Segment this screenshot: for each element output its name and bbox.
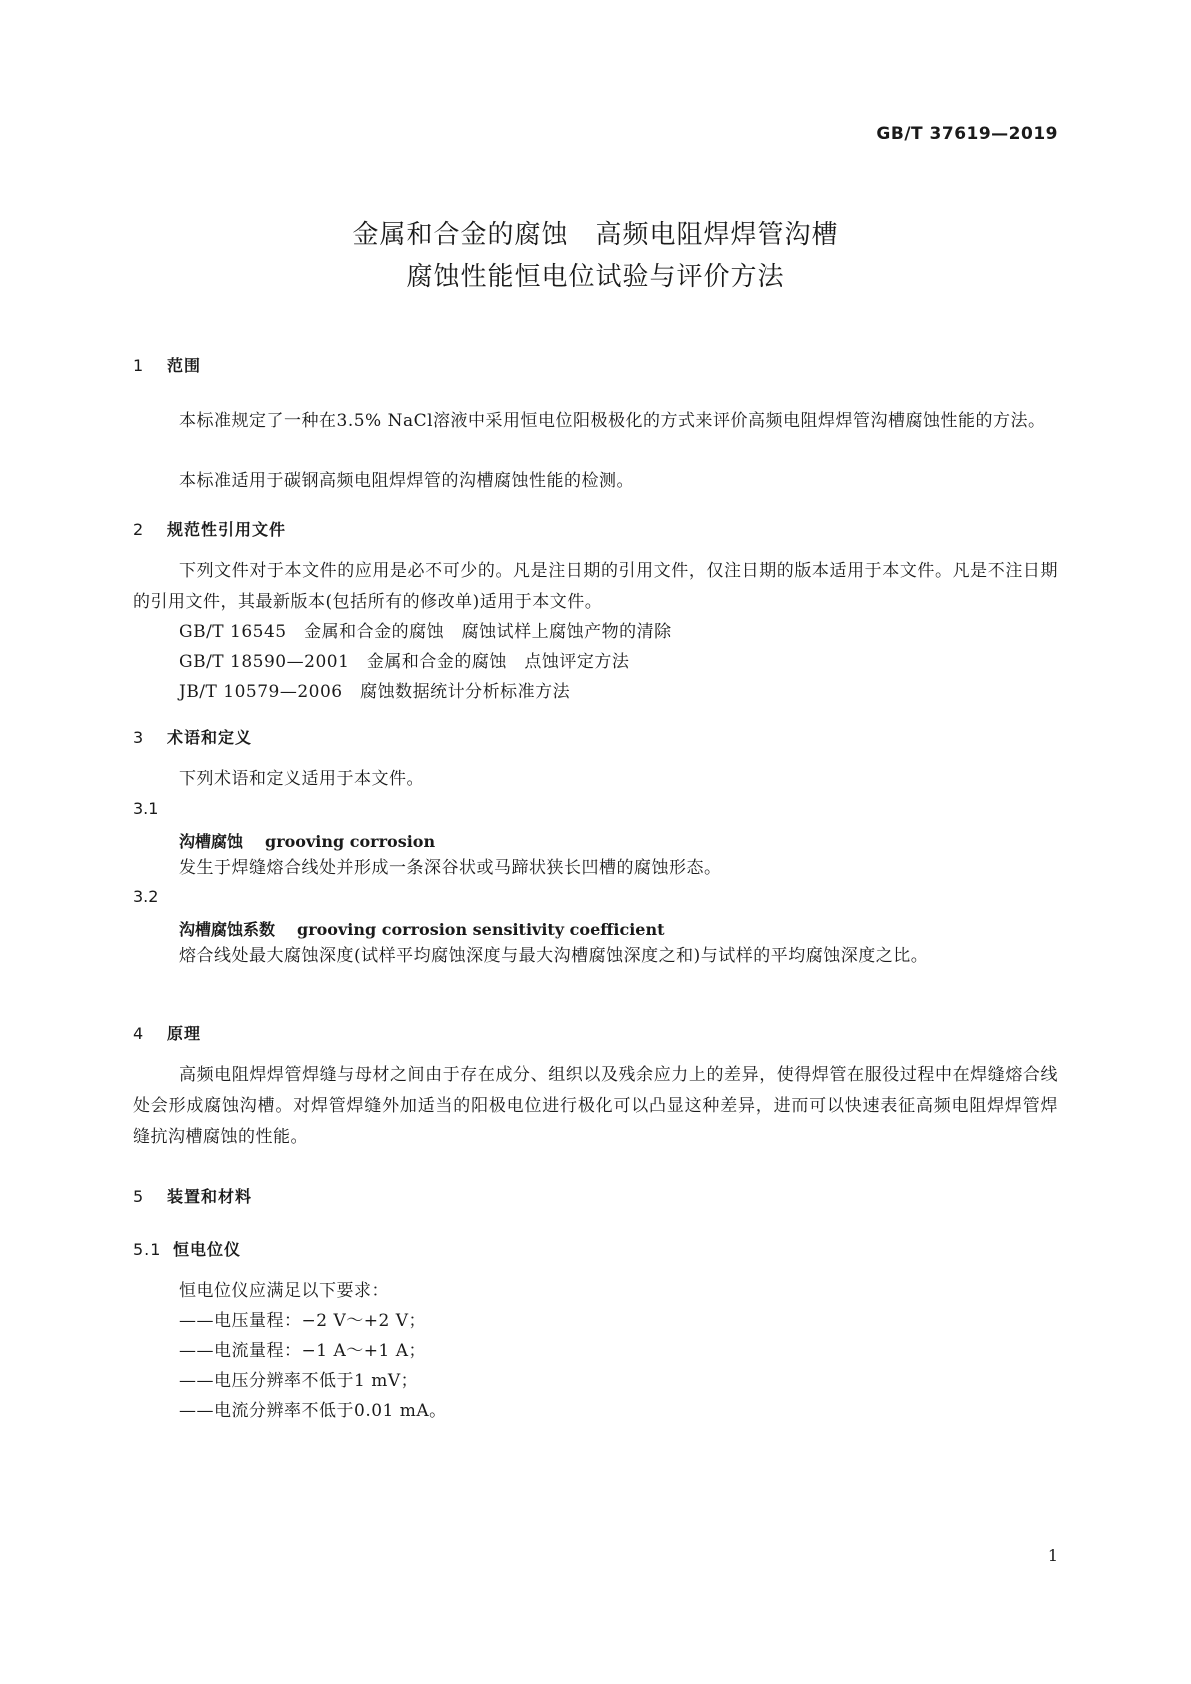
section-title: 恒电位仪 (173, 1240, 242, 1259)
section-1-heading (133, 353, 201, 376)
section-title: 原理 (167, 1024, 202, 1043)
section-5-heading (133, 1184, 252, 1207)
normative-reference-2: GB/T 18590—2001 金属和合金的腐蚀 点蚀评定方法 (179, 652, 630, 672)
term-title (179, 829, 435, 852)
requirement-item: ——电流分辨率不低于0.01 mA。 (179, 1401, 447, 1421)
term-title-en: grooving corrosion (265, 832, 436, 851)
section-number: 4 (133, 1024, 145, 1043)
section-title: 术语和定义 (167, 728, 253, 747)
section-2-paragraph-1: 下列文件对于本文件的应用是必不可少的。凡是注日期的引用文件，仅注日期的版本适用于本文件。凡是不注日期的引用文件，其最新版本(包括所有的修改单)适用于本文件。 (133, 561, 1058, 612)
standard-number: GB/T 37619—2019 (876, 124, 1058, 144)
term-title-zh: 沟槽腐蚀系数 (179, 920, 276, 939)
normative-reference-3: JB/T 10579—2006 腐蚀数据统计分析标准方法 (179, 682, 571, 702)
term-title-zh: 沟槽腐蚀 (179, 832, 244, 851)
section-1-paragraph-2: 本标准适用于碳钢高频电阻焊焊管的沟槽腐蚀性能的检测。 (179, 471, 634, 491)
requirement-item: ——电压分辨率不低于1 mV； (179, 1371, 419, 1391)
term-title-en: grooving corrosion sensitivity coefficient (297, 920, 665, 939)
section-title: 规范性引用文件 (167, 520, 287, 539)
section-3-intro: 下列术语和定义适用于本文件。 (179, 769, 424, 789)
term-number: 3.2 (133, 887, 159, 906)
section-number: 2 (133, 520, 145, 539)
document-title-line-2: 腐蚀性能恒电位试验与评价方法 (406, 262, 785, 292)
section-4-paragraph-1: 高频电阻焊焊管焊缝与母材之间由于存在成分、组织以及残余应力上的差异，使得焊管在服役过程中在焊缝熔合线处会形成腐蚀沟槽。对焊管焊缝外加适当的阳极电位进行极化可以凸显这种差异，进而可以快速表征高频电阻焊焊管焊缝抗沟槽腐蚀的性能。 (133, 1065, 1058, 1147)
requirement-item: ——电压量程：−2 V～+2 V； (179, 1311, 426, 1331)
subsection-5-1-heading (133, 1237, 241, 1260)
section-2-heading (133, 517, 286, 540)
normative-reference-1: GB/T 16545 金属和合金的腐蚀 腐蚀试样上腐蚀产物的清除 (179, 622, 672, 642)
section-number: 5 (133, 1187, 145, 1206)
section-number: 3 (133, 728, 145, 747)
section-title: 装置和材料 (167, 1187, 253, 1206)
section-title: 范围 (167, 356, 202, 375)
requirement-item: ——电流量程：−1 A～+1 A； (179, 1341, 426, 1361)
term-number: 3.1 (133, 799, 159, 818)
section-4-heading (133, 1021, 201, 1044)
term-definition: 发生于焊缝熔合线处并形成一条深谷状或马蹄状狭长凹槽的腐蚀形态。 (179, 858, 722, 878)
document-title-line-1: 金属和合金的腐蚀 高频电阻焊焊管沟槽 (352, 220, 839, 250)
subsection-5-1-intro: 恒电位仪应满足以下要求： (179, 1281, 389, 1301)
term-definition: 熔合线处最大腐蚀深度(试样平均腐蚀深度与最大沟槽腐蚀深度之和)与试样的平均腐蚀深度之比。 (179, 946, 929, 966)
term-title (179, 917, 664, 940)
section-1-paragraph-1: 本标准规定了一种在3.5% NaCl溶液中采用恒电位阳极极化的方式来评价高频电阻焊焊管沟槽腐蚀性能的方法。 (179, 411, 1046, 431)
section-number: 1 (133, 356, 145, 375)
section-3-heading (133, 725, 252, 748)
page-number: 1 (1047, 1546, 1058, 1565)
section-number: 5.1 (133, 1240, 162, 1259)
